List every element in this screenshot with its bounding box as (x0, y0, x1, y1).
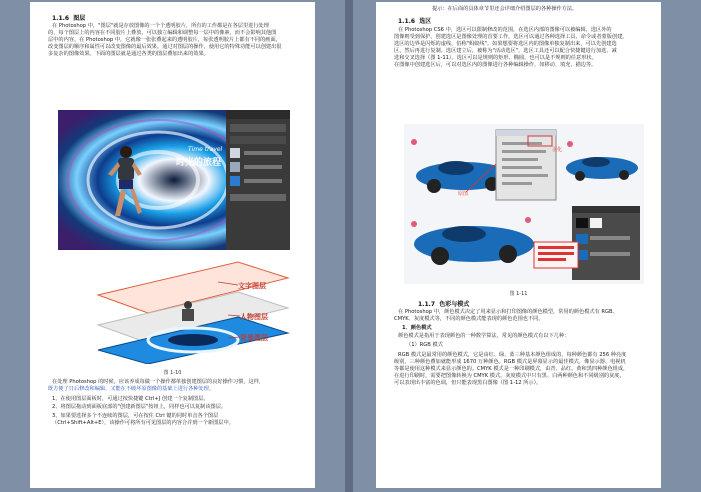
text-line: 等都是使用这种模式来显示颜色的。CMYK 模式是一种印刷模式，由青、品红、黄和黑四种颜色组成， (394, 366, 629, 372)
section-number: 1.1.6 (52, 15, 70, 22)
section-heading-2 (418, 299, 469, 308)
text-line: 改变图层的顺序和属性可以改变图像的最后效果。通过对图层的操作，使用它的特殊功能可以创建出很 (48, 44, 282, 50)
list-item: 1、在使用图层面板时，可通过按快捷键 Ctrl+J 创建一个复制图层。 (52, 396, 209, 402)
tip-line: 提示：在后面的具体章节里还会详细介绍图层的各种操作方法。 (432, 6, 578, 12)
label-background-layer: 背景图层 (240, 334, 268, 342)
figure-layers-art (58, 110, 290, 364)
text-line: 在 Photoshop CS6 中，选区可以限制修改的范围，在选区内部的图像可以被编辑，选区外的 (398, 27, 612, 33)
section-title: 色彩与模式 (439, 301, 470, 308)
document-page-left (30, 2, 315, 488)
label-person-layer: 人物图层 (240, 313, 268, 321)
text-line: 区，然后再进行复制。选区建立后，被称为"活动选区"，选区工具还可以配合快捷键进行加选、减 (394, 48, 617, 54)
text-line: 在 Photoshop 中，颜色模式决定了用来显示和打印图像的颜色模型，常用的颜色模式有 RGB、 (398, 309, 618, 315)
subheading: （1）RGB 模式 (406, 342, 443, 348)
list-item: （Ctrl+Shift+Alt+E），该操作可将所有可见图层的内容合并到一个新图层中。 (52, 420, 234, 426)
window-split-bar[interactable] (345, 0, 353, 492)
section-title: 选区 (419, 18, 432, 25)
document-page-right (376, 2, 661, 488)
callout-feather: 羽化 (552, 147, 563, 153)
text-line: 级别，三种颜色叠加就能形成 1670 万种颜色。RGB 模式是屏幕显示的最佳模式，像显示器、电视机 (394, 359, 626, 365)
figure-selection (404, 124, 644, 284)
figure-caption: 图 1-11 (509, 291, 528, 297)
list-item: 2、将图层拖动到面板底部的"创建新图层"按钮上，同样也可以复制该图层。 (52, 404, 227, 410)
text-line: 在图像中创建选区后，可以对选区内的图像进行各种编辑操作，如移动、填充、描边等。 (394, 62, 597, 68)
text-line: 可以表现出丰富的色调，但只能表现黑白图像（图 1-12 所示）。 (394, 380, 542, 386)
section-title: 图层 (73, 15, 86, 22)
text-line: 在进行印刷时，需要把图像转换为 CMYK 模式。灰度模式中只有黑、白两种颜色和不同级别的灰度， (394, 373, 625, 379)
text-line: 选区的边界是闪烁的虚线，俗称"蚂蚁线"。如果想要将选区内的图像单独复制出来，可以先创建选 (394, 41, 617, 47)
section-heading (52, 13, 85, 22)
figure-layers (58, 110, 290, 364)
text-line: RGB 模式是最常用的颜色模式，它是由红、绿、蓝三种基本颜色组成的，每种颜色都有 256 种亮度 (398, 352, 627, 358)
subheading: 1．颜色模式 (402, 325, 432, 331)
image-subtitle-text: 时光的旅程 (176, 158, 222, 168)
text-line: 在处理 Photoshop 的时候，应该养成每做一个操作都单独创建图层的良好操作习惯，这样， (52, 379, 265, 385)
text-line: 选和交叉选择（图 1-11）。选区可以是规则的矩形、椭圆，也可以是不规则的任意形状。 (394, 55, 597, 61)
text-line: 在 Photoshop 中，"图层"就是存放图像的一个个透明胶片，所有的工作都是在各层里进行处理 (52, 23, 269, 29)
label-text-layer: 文字图层 (238, 282, 266, 290)
text-line: 图像则受到保护。创建选区是图像处理的首要工作，选区可以通过各种选择工具、命令或者蒙版创建。 (394, 34, 628, 40)
text-line: 颜色模式是指用于表现颜色的一种数学算法，常见的颜色模式有以下几种： (398, 333, 570, 339)
text-line: 层中的内容。在 Photoshop 中，它就像一张张叠起来的透明胶片，每张透明胶片上都有不同的画面， (48, 37, 281, 43)
section-number: 1.1.6 (398, 18, 416, 25)
text-line: CMYK、灰度模式等，不同的颜色模式能表现的颜色范围也不同。 (394, 316, 544, 322)
text-line: 既方便了日后修改和编辑，又能在不破坏原图像的基础上进行各种处理。 (48, 386, 215, 392)
section-heading (398, 16, 431, 25)
text-line: 多复杂的图像效果。下面的图层就是通过各类的图层叠加出来的效果。 (48, 51, 209, 57)
section-number: 1.1.7 (418, 301, 436, 308)
callout-original: 原图 (458, 191, 469, 197)
figure-caption: 图 1-10 (163, 370, 182, 376)
image-title-text: Time travel (188, 146, 223, 153)
text-line: 的，每个图层上的内容在不同胶片上叠放，可以独立编辑和调整每一层中的像素，而不会影响其他图 (48, 30, 277, 36)
figure-selection-art (404, 124, 644, 284)
list-item: 3、如果要选择多个不连续的图层，可在按住 Ctrl 键的同时单击各个图层 (52, 413, 219, 419)
